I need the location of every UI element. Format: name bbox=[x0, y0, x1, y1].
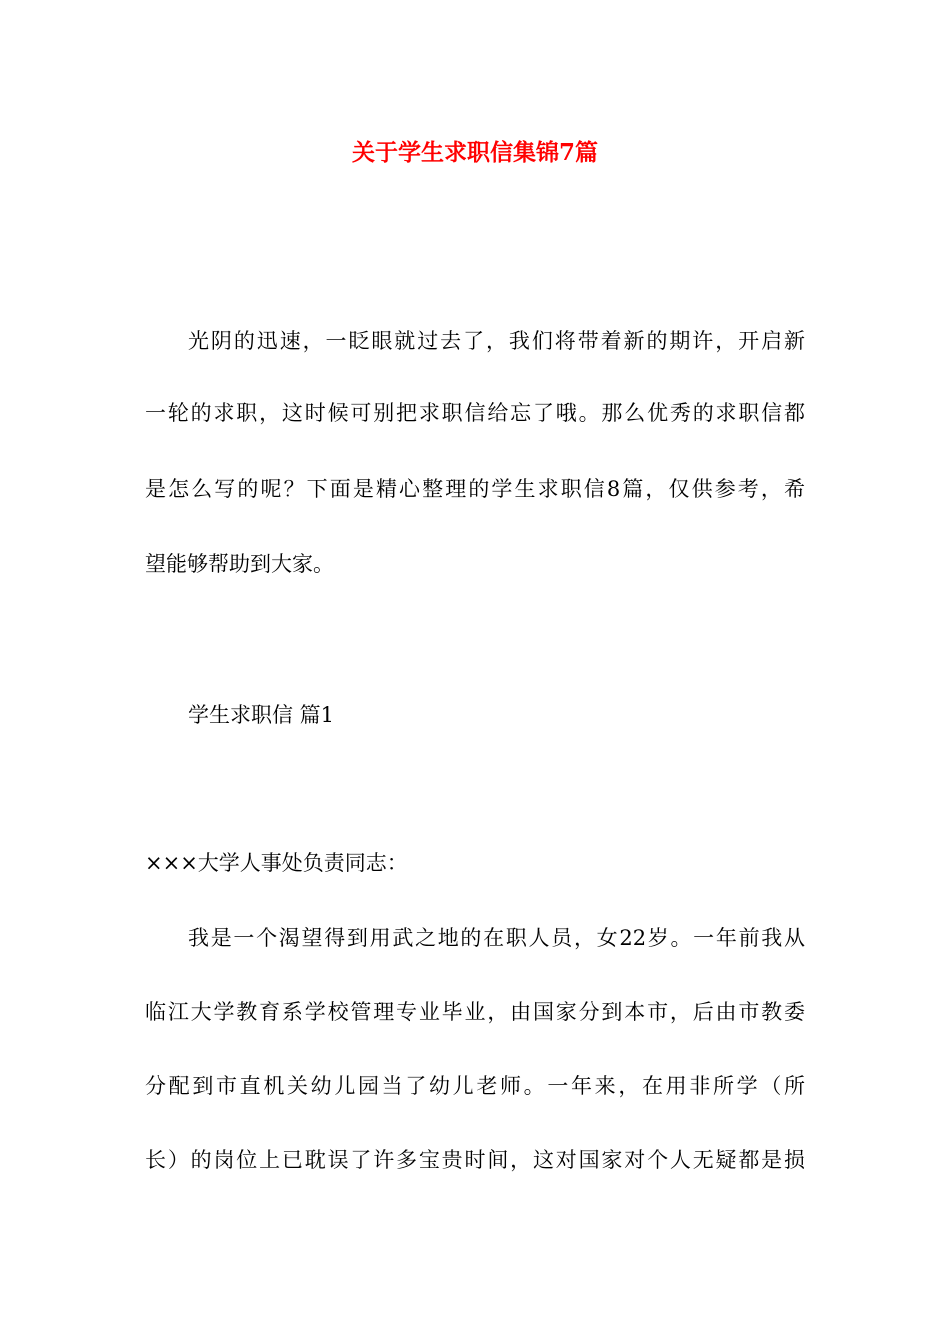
document-title: 关于学生求职信集锦7篇 bbox=[351, 139, 598, 166]
body-line: 长）的岗位上已耽误了许多宝贵时间，这对国家对个人无疑都是损 bbox=[145, 1148, 805, 1172]
salutation: ×××大学人事处负责同志： bbox=[145, 851, 408, 875]
intro-line: 望能够帮助到大家。 bbox=[145, 552, 334, 576]
section-heading: 学生求职信 篇1 bbox=[188, 703, 335, 727]
body-line: 临江大学教育系学校管理专业毕业，由国家分到本市，后由市教委 bbox=[145, 1000, 805, 1024]
intro-line: 是怎么写的呢？下面是精心整理的学生求职信8篇，仅供参考，希 bbox=[145, 477, 805, 501]
intro-line: 光阴的迅速，一眨眼就过去了，我们将带着新的期许，开启新 bbox=[188, 329, 805, 353]
body-line: 我是一个渴望得到用武之地的在职人员，女22岁。一年前我从 bbox=[188, 926, 805, 950]
body-line: 分配到市直机关幼儿园当了幼儿老师。一年来，在用非所学（所 bbox=[145, 1074, 805, 1098]
intro-line: 一轮的求职，这时候可别把求职信给忘了哦。那么优秀的求职信都 bbox=[145, 401, 805, 425]
